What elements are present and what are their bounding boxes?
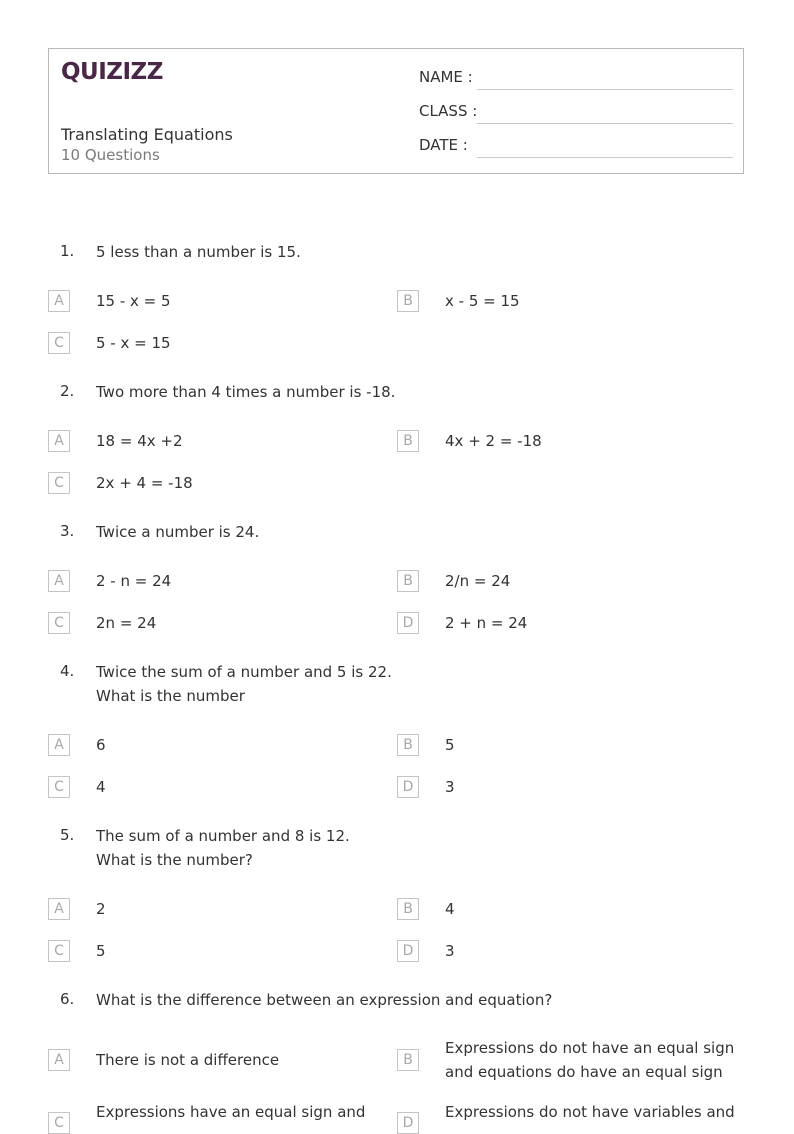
option-text[interactable]: 2 — [96, 900, 106, 918]
option-letter-a[interactable]: A — [48, 734, 70, 756]
option-letter-b[interactable]: B — [397, 734, 419, 756]
question-number: 5. — [60, 826, 75, 844]
class-line — [477, 123, 733, 124]
question-text: 5 less than a number is 15. — [96, 243, 301, 261]
worksheet-title: Translating Equations — [61, 125, 233, 144]
date-label: DATE : — [419, 136, 468, 154]
option-letter-c[interactable]: C — [48, 472, 70, 494]
option-text[interactable]: 15 - x = 5 — [96, 292, 171, 310]
question-number: 3. — [60, 522, 75, 540]
question-text-line: The sum of a number and 8 is 12. — [96, 827, 350, 845]
option-letter-d[interactable]: D — [397, 612, 419, 634]
option-letter-a[interactable]: A — [48, 290, 70, 312]
option-letter-c[interactable]: C — [48, 940, 70, 962]
option-letter-b[interactable]: B — [397, 898, 419, 920]
question-count: 10 Questions — [61, 146, 160, 164]
option-text[interactable]: 4 — [96, 778, 106, 796]
name-label: NAME : — [419, 68, 473, 86]
class-label: CLASS : — [419, 102, 478, 120]
question-text: What is the difference between an expression and equation? — [96, 991, 553, 1009]
option-text[interactable]: There is not a difference — [96, 1051, 280, 1069]
option-text[interactable]: 6 — [96, 736, 106, 754]
option-text-line[interactable]: Expressions have an equal sign and — [96, 1103, 366, 1121]
option-text[interactable]: 2n = 24 — [96, 614, 157, 632]
option-text[interactable]: 4 — [445, 900, 455, 918]
option-text-line[interactable]: Expressions do not have an equal sign — [445, 1039, 735, 1057]
option-letter-c[interactable]: C — [48, 1112, 70, 1134]
question-text-line: Twice the sum of a number and 5 is 22. — [96, 663, 392, 681]
option-letter-c[interactable]: C — [48, 612, 70, 634]
option-text[interactable]: 3 — [445, 942, 455, 960]
option-letter-a[interactable]: A — [48, 898, 70, 920]
question-text-line: What is the number — [96, 687, 245, 705]
option-text[interactable]: 2 - n = 24 — [96, 572, 172, 590]
question-text-line: What is the number? — [96, 851, 253, 869]
option-letter-b[interactable]: B — [397, 570, 419, 592]
option-text[interactable]: 5 — [96, 942, 106, 960]
option-text-line[interactable]: and equations do have an equal sign — [445, 1063, 723, 1081]
question-number: 1. — [60, 242, 75, 260]
option-letter-b[interactable]: B — [397, 430, 419, 452]
name-line — [477, 89, 733, 90]
option-letter-a[interactable]: A — [48, 570, 70, 592]
quizizz-logo: QUIZIZZ — [61, 59, 163, 85]
option-letter-b[interactable]: B — [397, 290, 419, 312]
question-number: 2. — [60, 382, 75, 400]
option-letter-c[interactable]: C — [48, 776, 70, 798]
option-text[interactable]: 2x + 4 = -18 — [96, 474, 193, 492]
option-letter-a[interactable]: A — [48, 1049, 70, 1071]
option-text[interactable]: 3 — [445, 778, 455, 796]
option-text[interactable]: 2 + n = 24 — [445, 614, 528, 632]
option-text[interactable]: x - 5 = 15 — [445, 292, 520, 310]
question-number: 4. — [60, 662, 75, 680]
option-text[interactable]: 5 - x = 15 — [96, 334, 171, 352]
option-text[interactable]: 4x + 2 = -18 — [445, 432, 542, 450]
question-text: Two more than 4 times a number is -18. — [96, 383, 396, 401]
option-letter-b[interactable]: B — [397, 1049, 419, 1071]
option-text-line[interactable]: Expressions do not have variables and — [445, 1103, 735, 1121]
option-letter-a[interactable]: A — [48, 430, 70, 452]
option-text[interactable]: 5 — [445, 736, 455, 754]
question-text: Twice a number is 24. — [96, 523, 260, 541]
option-letter-c[interactable]: C — [48, 332, 70, 354]
date-line — [477, 157, 733, 158]
option-letter-d[interactable]: D — [397, 1112, 419, 1134]
option-text[interactable]: 18 = 4x +2 — [96, 432, 183, 450]
worksheet-header — [48, 48, 744, 174]
option-letter-d[interactable]: D — [397, 776, 419, 798]
option-text[interactable]: 2/n = 24 — [445, 572, 511, 590]
question-number: 6. — [60, 990, 75, 1008]
option-letter-d[interactable]: D — [397, 940, 419, 962]
